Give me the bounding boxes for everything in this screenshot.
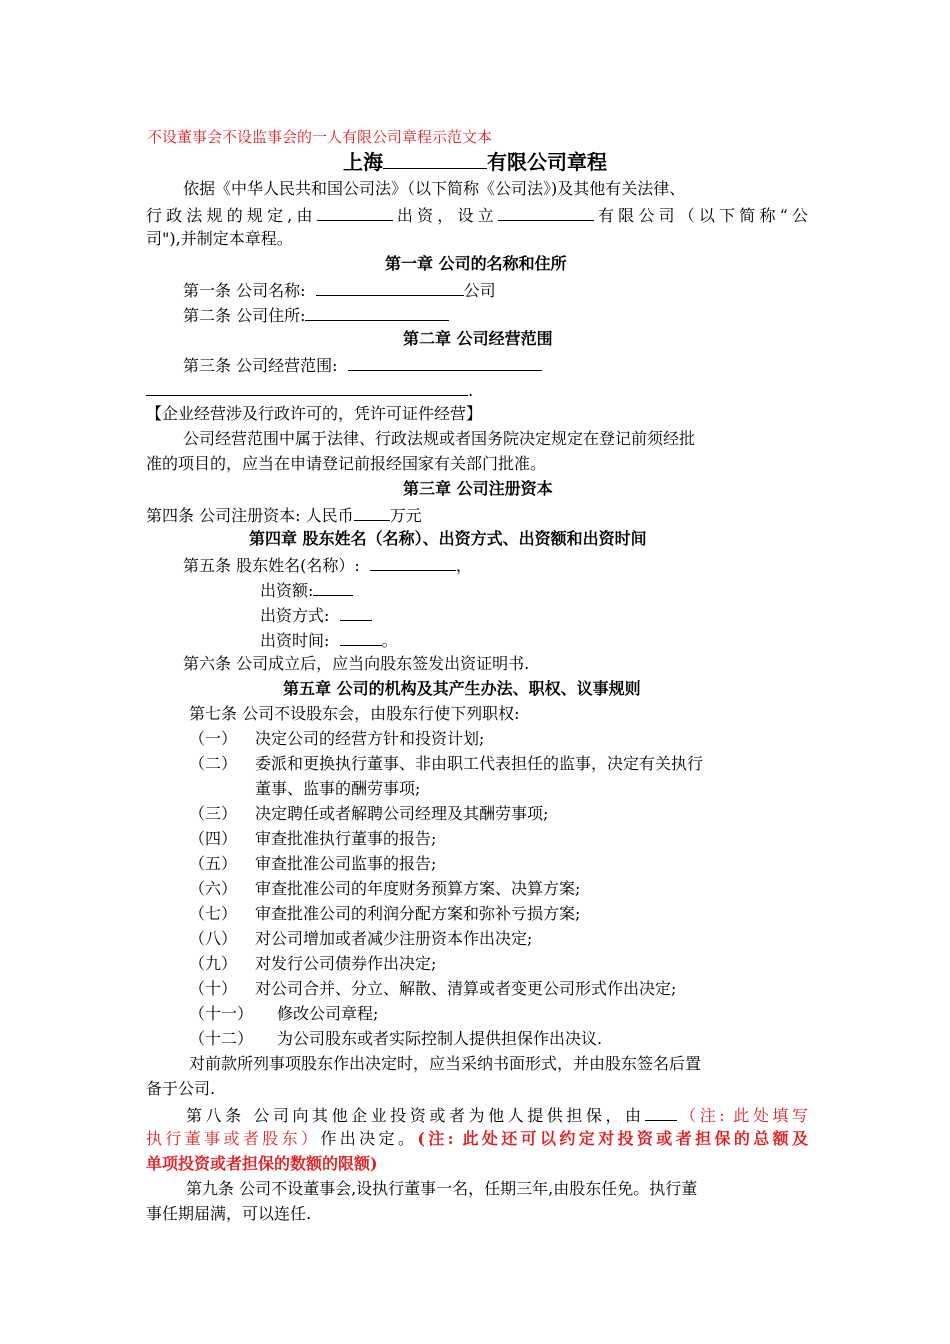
article-4-label: 第四条 公司注册资本: 人民币: [146, 506, 354, 525]
company-address-blank: [305, 304, 449, 321]
power-item-number: （五）: [189, 854, 238, 873]
title-prefix: 上海: [343, 150, 383, 174]
contribution-method: [260, 604, 372, 626]
power-item-text: 对发行公司债券作出决定;: [255, 954, 437, 973]
preamble-line-2: [146, 204, 808, 226]
investor-blank: [317, 204, 393, 221]
amount-blank: [313, 579, 353, 596]
power-item-text: 对公司合并、分立、解散、清算或者变更公司形式作出决定;: [255, 979, 677, 998]
article-2-label: 第二条 公司住所:: [183, 306, 306, 325]
contribution-amount: [260, 579, 353, 601]
article-8-note-1a: （注: 此处填写: [676, 1106, 808, 1125]
power-item-number: （七）: [189, 904, 238, 923]
power-item: [189, 904, 580, 924]
article-2: [183, 304, 449, 326]
power-item-text: 审查批准执行董事的报告;: [255, 829, 437, 848]
closing-paragraph-line-1: 对前款所列事项股东作出决定时，应当采纳书面形式，并由股东签名后置: [189, 1054, 702, 1073]
article-3-end: .: [468, 381, 474, 400]
chapter-1-heading: 第一章 公司的名称和住所: [385, 254, 567, 273]
power-item-number: （四）: [189, 829, 238, 848]
time-label: 出资时间:: [260, 631, 330, 650]
article-8-note-2a: (注: 此处还可以约定对投资或者担保的总额及: [417, 1129, 808, 1148]
power-item-number: （九）: [189, 954, 238, 973]
article-8-text-b: 作出决定。: [320, 1129, 418, 1148]
chapter-3-heading: 第三章 公司注册资本: [403, 479, 553, 498]
article-8-line-2: [146, 1129, 808, 1149]
method-label: 出资方式:: [260, 606, 330, 625]
power-item-text: 对公司增加或者减少注册资本作出决定;: [255, 929, 533, 948]
power-item-text: 修改公司章程;: [277, 1004, 379, 1023]
business-scope-blank-2: [146, 379, 468, 396]
power-item-number: （二）: [189, 754, 238, 773]
article-8-note-1b: 执行董事或者股东）: [146, 1129, 321, 1148]
power-item-number: （十）: [189, 979, 238, 998]
power-item: [189, 779, 420, 799]
article-6: 第六条 公司成立后，应当向股东签发出资证明书.: [183, 654, 530, 673]
preamble-line-3: 司"),并制定本章程。: [146, 229, 293, 248]
power-item-text: 董事、监事的酬劳事项;: [255, 779, 421, 798]
power-item-number: （十一）: [189, 1004, 254, 1023]
time-end: 。: [381, 631, 398, 650]
contribution-time: [260, 629, 398, 651]
article-5-end: ，: [455, 556, 472, 575]
power-item-text: 审查批准公司的利润分配方案和弥补亏损方案;: [255, 904, 581, 923]
article-1-suffix: 公司: [463, 281, 496, 300]
chapter-2-heading: 第二章 公司经营范围: [403, 329, 553, 348]
article-5-label: 第五条 股东姓名(名称）:: [183, 556, 360, 575]
power-item-text: 审查批准公司监事的报告;: [255, 854, 437, 873]
decision-maker-blank: [645, 1104, 677, 1121]
article-5: [183, 554, 472, 576]
power-item: [189, 1029, 602, 1049]
power-item: [189, 979, 676, 999]
scope-paragraph-line-1: 公司经营范围中属于法律、行政法规或者国务院决定规定在登记前须经批: [183, 429, 696, 448]
preamble-line-1: 依据《中华人民共和国公司法》（以下简称《公司法》)及其他有关法律、: [183, 179, 686, 198]
capital-blank: [354, 504, 390, 521]
method-blank: [340, 604, 372, 621]
article-8-line-1: [186, 1104, 808, 1126]
amount-label: 出资额:: [260, 581, 314, 600]
power-item-text: 决定公司的经营方针和投资计划;: [255, 729, 485, 748]
power-item: [189, 804, 548, 824]
power-item: [189, 954, 436, 974]
business-scope-blank: [348, 354, 542, 371]
company-blank: [498, 204, 594, 221]
power-item: [189, 854, 436, 874]
article-7: 第七条 公司不设股东会，由股东行使下列职权:: [189, 704, 520, 723]
power-item: [189, 729, 484, 749]
chapter-4-heading: 第四章 股东姓名（名称）、出资方式、出资额和出资时间: [249, 529, 647, 548]
article-3-label: 第三条 公司经营范围:: [183, 356, 338, 375]
power-item: [189, 1004, 378, 1024]
power-item-number: （八）: [189, 929, 238, 948]
power-item-text: 决定聘任或者解聘公司经理及其酬劳事项;: [255, 804, 549, 823]
article-9-line-2: 事任期届满，可以连任.: [146, 1204, 312, 1223]
article-8-text-a: 第八条 公司向其他企业投资或者为他人提供担保，由: [186, 1106, 645, 1125]
power-item: [189, 879, 580, 899]
power-item: [189, 829, 436, 849]
preamble-text-a: 行政法规的规定,由: [146, 206, 317, 225]
document-title: [0, 149, 950, 175]
article-9-line-1: 第九条 公司不设董事会,设执行董事一名，任期三年,由股东任免。执行董: [186, 1179, 698, 1198]
template-note: 不设董事会不设监事会的一人有限公司章程示范文本: [147, 128, 493, 146]
article-4-unit: 万元: [389, 506, 422, 525]
closing-paragraph-line-2: 备于公司.: [146, 1079, 216, 1098]
power-item-number: （一）: [189, 729, 238, 748]
scope-paragraph-line-2: 准的项目的，应当在申请登记前报经国家有关部门批准。: [146, 454, 547, 473]
power-item-number: （十二）: [189, 1029, 254, 1048]
chapter-5-heading: 第五章 公司的机构及其产生办法、职权、议事规则: [283, 679, 641, 698]
preamble-text-b: 出资，设立: [392, 206, 498, 225]
power-item-text: 审查批准公司的年度财务预算方案、决算方案;: [255, 879, 581, 898]
city-blank: [383, 152, 487, 169]
license-note: 【企业经营涉及行政许可的，凭许可证件经营】: [146, 404, 483, 423]
power-item-text: 委派和更换执行董事、非由职工代表担任的监事，决定有关执行: [255, 754, 704, 773]
power-item-number: （三）: [189, 804, 238, 823]
article-1-label: 第一条 公司名称:: [183, 281, 306, 300]
article-3: [183, 354, 542, 376]
company-name-blank: [316, 279, 464, 296]
power-item-number: （六）: [189, 879, 238, 898]
business-scope-line-2: [146, 379, 473, 401]
title-suffix: 有限公司章程: [487, 150, 607, 174]
shareholder-name-blank: [370, 554, 456, 571]
preamble-text-c: 有限公司（以下简称“公: [593, 206, 808, 225]
power-item: [189, 754, 703, 774]
power-item: [189, 929, 532, 949]
power-item-text: 为公司股东或者实际控制人提供担保作出决议.: [277, 1029, 603, 1048]
article-8-note-2b: 单项投资或者担保的数额的限额): [146, 1154, 378, 1173]
article-1: [183, 279, 496, 301]
time-blank: [340, 629, 382, 646]
article-4: [146, 504, 422, 526]
